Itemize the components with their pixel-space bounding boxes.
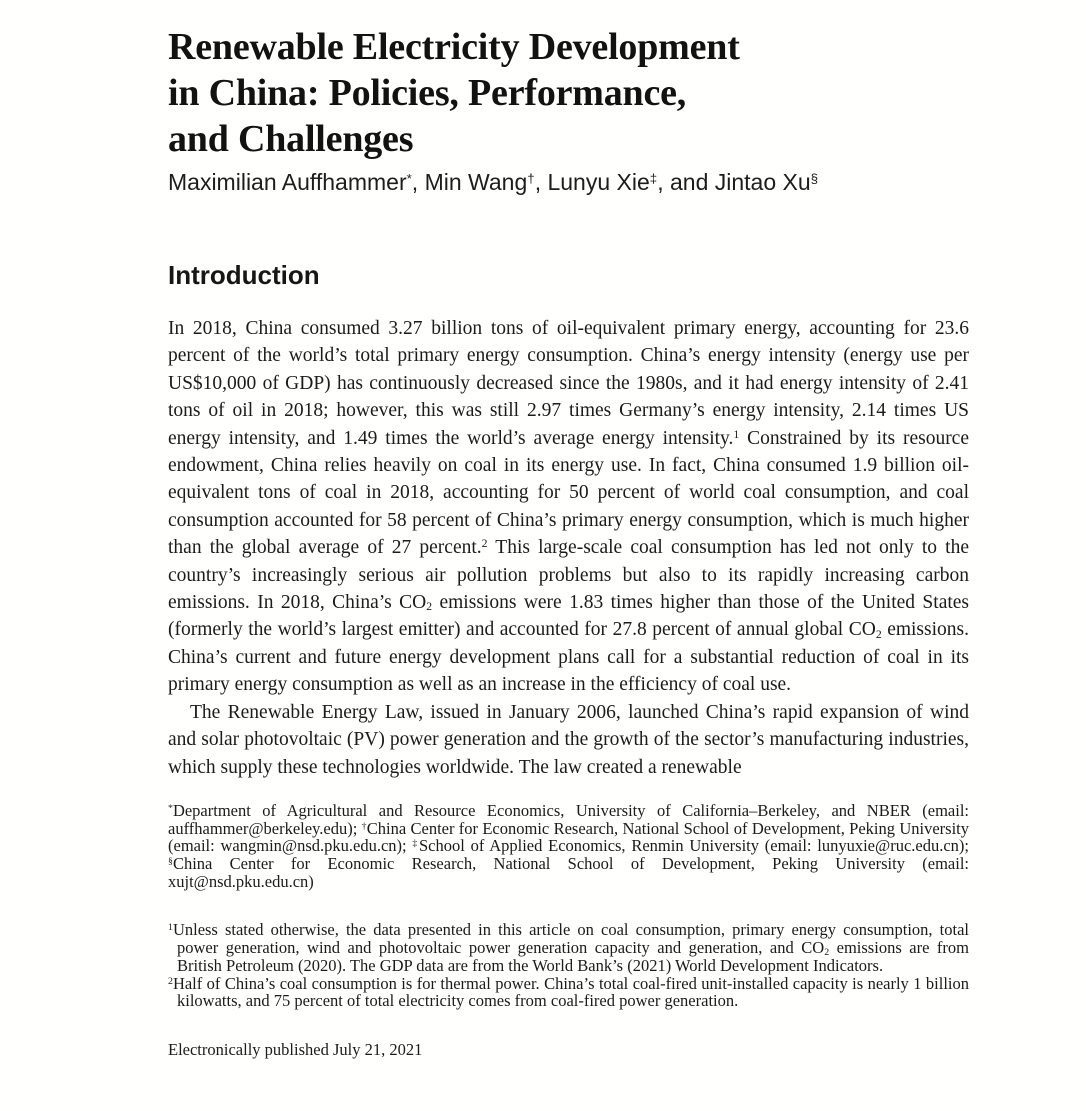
- paper-title-line-1: Renewable Electricity Development: [168, 26, 740, 68]
- introduction-body: [168, 315, 969, 781]
- author-affiliations-note: *Department of Agricultural and Resource Economics, University of California–Berkeley, and NBER (email: auffhammer@berkeley.edu); †China Center for Economic Research, National School of Development, Peking University (email: wangmin@nsd.pku.edu.cn); ‡School of Applied Economics, Renmin University (email: lunyuxie@ruc.edu.cn); §China Center for Economic Research, National School of Development, Peking University (email: xujt@nsd.pku.edu.cn): [168, 800, 969, 891]
- footnote-2: $^2$Half of China’s coal consumption is for thermal power. China’s total coal-fired unit-installed capacity is nearly 1 billion kilowatts, and 75 percent of total electricity comes from coal-fired power generation.: [168, 973, 969, 1011]
- footnotes-block: [168, 921, 969, 1010]
- section-heading-introduction: Introduction: [168, 260, 320, 290]
- paper-title: [168, 24, 969, 162]
- paper-title-line-2: in China: Policies, Performance,: [168, 72, 687, 114]
- intro-paragraph-1: In 2018, China consumed 3.27 billion tons of oil-equivalent primary energy, accounting for 23.6 percent of the world’s total primary energy consumption. China’s energy intensity (energy use per US$10,000 of GDP) has continuously decreased since the 1980s, and it had energy intensity of 2.41 tons of oil in 2018; however, this was still 2.97 times Germany’s energy intensity, 2.14 times US energy intensity, and 1.49 times the world’s average energy intensity.$^1$ Constrained by its resource endowment, China relies heavily on coal in its energy use. In fact, China consumed 1.9 billion oil-equivalent tons of coal in 2018, accounting for 50 percent of world coal consumption, and coal consumption accounted for 58 percent of China’s primary energy consumption, which is much higher than the global average of 27 percent.$^2$ This large-scale coal consumption has led not only to the country’s increasingly serious air pollution problems but also to its rapidly increasing carbon emissions. In 2018, China’s $CO_2$ emissions were 1.83 times higher than those of the United States (formerly the world’s largest emitter) and accounted for 27.8 percent of annual global $CO_2$ emissions. China’s current and future energy development plans call for a substantial reduction of coal in its primary energy consumption as well as an increase in the efficiency of coal use.: [168, 318, 970, 696]
- page-content: [168, 24, 969, 1060]
- footnote-1: $^1$Unless stated otherwise, the data presented in this article on coal consumption, primary energy consumption, total power generation, wind and photovoltaic power generation capacity and generation, and $CO_2$ emissions are from British Petroleum (2020). The GDP data are from the World Bank’s (2021) World Development Indicators.: [168, 920, 969, 975]
- published-note: Electronically published July 21, 2021: [168, 1039, 423, 1059]
- paper-title-line-3: and Challenges: [168, 118, 414, 160]
- authors-line: Maximilian Auffhammer*, Min Wang†, Lunyu Xie‡, and Jintao Xu§: [168, 169, 819, 195]
- intro-paragraph-2: The Renewable Energy Law, issued in January 2006, launched China’s rapid expansion of wind and solar photovoltaic (PV) power generation and the growth of the sector’s manufacturing industries, which supply these technologies worldwide. The law created a renewable: [168, 701, 969, 778]
